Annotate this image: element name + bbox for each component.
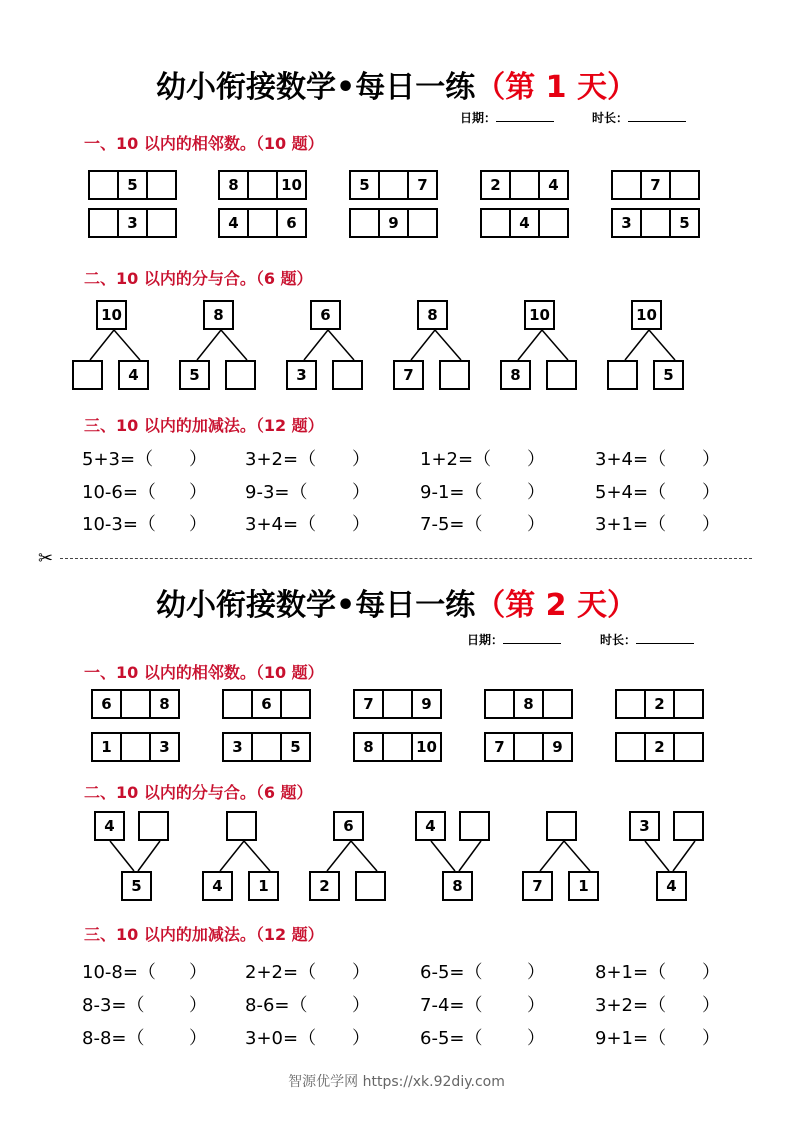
- number-box: 7: [353, 689, 384, 719]
- adjacent-number-group: [611, 170, 700, 200]
- equation[interactable]: [595, 958, 720, 984]
- equation[interactable]: [245, 958, 370, 984]
- number-box: 6: [310, 300, 341, 330]
- close-paren: ）: [527, 482, 545, 503]
- answer-box[interactable]: [542, 689, 573, 719]
- duration-label: 时长：: [592, 111, 629, 125]
- answer-box[interactable]: [439, 360, 470, 390]
- number-bond: [415, 811, 505, 901]
- close-paren: ）: [352, 995, 370, 1016]
- adjacent-number-group: [615, 689, 704, 719]
- close-paren: ）: [527, 514, 545, 535]
- duration-label: 时长：: [600, 633, 637, 647]
- number-box: 8: [500, 360, 531, 390]
- number-box: 10: [96, 300, 127, 330]
- number-box: 8: [417, 300, 448, 330]
- title-day: （第 1 天）: [475, 70, 637, 105]
- adjacent-number-group: [480, 208, 569, 238]
- equation[interactable]: [420, 991, 545, 1017]
- answer-box[interactable]: [378, 170, 409, 200]
- answer-box[interactable]: [251, 732, 282, 762]
- worksheet-title: [0, 580, 793, 624]
- close-paren: ）: [352, 1028, 370, 1049]
- scissor-icon: ✂: [38, 548, 54, 569]
- number-box: 8: [149, 689, 180, 719]
- adjacent-number-group: [222, 732, 311, 762]
- answer-box[interactable]: [138, 811, 169, 841]
- answer-box[interactable]: [407, 208, 438, 238]
- equation[interactable]: [82, 510, 207, 536]
- equation-text: 3+4=（: [595, 449, 667, 470]
- adjacent-number-group: [615, 732, 704, 762]
- equation-text: 7-4=（: [420, 995, 483, 1016]
- close-paren: ）: [189, 995, 207, 1016]
- answer-box[interactable]: [88, 208, 119, 238]
- close-paren: ）: [527, 449, 545, 470]
- number-bond: [629, 811, 719, 901]
- answer-box[interactable]: [669, 170, 700, 200]
- number-box: 3: [117, 208, 148, 238]
- answer-box[interactable]: [225, 360, 256, 390]
- number-box: 7: [484, 732, 515, 762]
- number-box: 2: [644, 732, 675, 762]
- answer-box[interactable]: [673, 811, 704, 841]
- equation-text: 3+2=（: [595, 995, 667, 1016]
- equation[interactable]: [245, 445, 370, 471]
- answer-box[interactable]: [484, 689, 515, 719]
- close-paren: ）: [352, 962, 370, 983]
- answer-box[interactable]: [459, 811, 490, 841]
- equation-text: 10-6=（: [82, 482, 156, 503]
- title-day: （第 2 天）: [475, 588, 637, 623]
- number-box: 5: [121, 871, 152, 901]
- answer-box[interactable]: [146, 170, 177, 200]
- equation[interactable]: [82, 445, 207, 471]
- duration-line[interactable]: [628, 111, 686, 122]
- number-box: 5: [179, 360, 210, 390]
- close-paren: ）: [189, 514, 207, 535]
- number-box: 3: [286, 360, 317, 390]
- number-box: 5: [653, 360, 684, 390]
- answer-box[interactable]: [382, 732, 413, 762]
- answer-box[interactable]: [615, 732, 646, 762]
- adjacent-number-group: [91, 689, 180, 719]
- number-box: 4: [656, 871, 687, 901]
- date-field[interactable]: [460, 109, 554, 126]
- answer-box[interactable]: [546, 360, 577, 390]
- equation[interactable]: [82, 1024, 207, 1050]
- adjacent-number-group: [353, 732, 442, 762]
- adjacent-number-group: [218, 170, 307, 200]
- number-box: 10: [276, 170, 307, 200]
- equation-text: 7-5=（: [420, 514, 483, 535]
- adjacent-number-group: [349, 208, 438, 238]
- number-box: 4: [415, 811, 446, 841]
- close-paren: ）: [189, 449, 207, 470]
- equation[interactable]: [420, 1024, 545, 1050]
- equation-text: 8-8=（: [82, 1028, 145, 1049]
- answer-box[interactable]: [332, 360, 363, 390]
- section-heading: 一、10 以内的相邻数。（10 题）: [84, 663, 324, 682]
- number-box: 4: [118, 360, 149, 390]
- answer-box[interactable]: [280, 689, 311, 719]
- answer-box[interactable]: [120, 732, 151, 762]
- number-box: 6: [276, 208, 307, 238]
- number-bond: [94, 811, 184, 901]
- number-box: 8: [203, 300, 234, 330]
- equation[interactable]: [245, 478, 370, 504]
- equation[interactable]: [245, 1024, 370, 1050]
- answer-box[interactable]: [673, 732, 704, 762]
- section-heading: 三、10 以内的加减法。（12 题）: [84, 925, 324, 944]
- number-bond: [607, 300, 697, 390]
- adjacent-number-group: [218, 208, 307, 238]
- number-box: 2: [480, 170, 511, 200]
- equation-text: 8-6=（: [245, 995, 308, 1016]
- title-main: 幼小衔接数学•每日一练: [156, 70, 476, 105]
- number-box: 3: [611, 208, 642, 238]
- equation-text: 3+0=（: [245, 1028, 317, 1049]
- equation-text: 3+4=（: [245, 514, 317, 535]
- number-box: 9: [411, 689, 442, 719]
- section-heading: 二、10 以内的分与合。（6 题）: [84, 269, 313, 288]
- equation[interactable]: [420, 958, 545, 984]
- close-paren: ）: [189, 962, 207, 983]
- close-paren: ）: [352, 514, 370, 535]
- section-heading: 二、10 以内的分与合。（6 题）: [84, 783, 313, 802]
- date-field[interactable]: [467, 631, 561, 648]
- number-bond: [393, 300, 483, 390]
- section-heading: 三、10 以内的加减法。（12 题）: [84, 416, 324, 435]
- footer: 智源优学网 https://xk.92diy.com: [288, 1074, 505, 1090]
- close-paren: ）: [352, 449, 370, 470]
- number-box: 5: [117, 170, 148, 200]
- equation-text: 5+4=（: [595, 482, 667, 503]
- close-paren: ）: [189, 1028, 207, 1049]
- number-box: 4: [218, 208, 249, 238]
- answer-box[interactable]: [355, 871, 386, 901]
- equation[interactable]: [595, 991, 720, 1017]
- answer-box[interactable]: [611, 170, 642, 200]
- equation[interactable]: [595, 445, 720, 471]
- equation[interactable]: [245, 510, 370, 536]
- answer-box[interactable]: [509, 170, 540, 200]
- equation-text: 5+3=（: [82, 449, 154, 470]
- close-paren: ）: [527, 995, 545, 1016]
- close-paren: ）: [352, 482, 370, 503]
- answer-box[interactable]: [546, 811, 577, 841]
- date-line[interactable]: [503, 633, 561, 644]
- close-paren: ）: [527, 1028, 545, 1049]
- duration-field[interactable]: [600, 631, 694, 648]
- cut-line: [60, 558, 752, 559]
- equation-text: 8-3=（: [82, 995, 145, 1016]
- number-box: 10: [524, 300, 555, 330]
- number-bond: [286, 300, 376, 390]
- equation[interactable]: [420, 445, 545, 471]
- adjacent-number-group: [353, 689, 442, 719]
- close-paren: ）: [527, 962, 545, 983]
- number-box: 1: [568, 871, 599, 901]
- adjacent-number-group: [349, 170, 438, 200]
- equation[interactable]: [82, 991, 207, 1017]
- equation[interactable]: [82, 958, 207, 984]
- equation[interactable]: [82, 478, 207, 504]
- equation[interactable]: [595, 510, 720, 536]
- answer-box[interactable]: [247, 170, 278, 200]
- date-label: 日期：: [460, 111, 497, 125]
- answer-box[interactable]: [513, 732, 544, 762]
- equation[interactable]: [420, 510, 545, 536]
- number-box: 4: [509, 208, 540, 238]
- equation[interactable]: [595, 1024, 720, 1050]
- adjacent-number-group: [480, 170, 569, 200]
- number-bond: [202, 811, 292, 901]
- equation-text: 9-3=（: [245, 482, 308, 503]
- equation-text: 6-5=（: [420, 1028, 483, 1049]
- equation-text: 3+2=（: [245, 449, 317, 470]
- answer-box[interactable]: [615, 689, 646, 719]
- answer-box[interactable]: [480, 208, 511, 238]
- close-paren: ）: [702, 514, 720, 535]
- answer-box[interactable]: [120, 689, 151, 719]
- close-paren: ）: [189, 482, 207, 503]
- number-box: 9: [378, 208, 409, 238]
- adjacent-number-group: [88, 208, 177, 238]
- number-box: 7: [407, 170, 438, 200]
- date-line[interactable]: [496, 111, 554, 122]
- number-box: 9: [542, 732, 573, 762]
- equation-text: 8+1=（: [595, 962, 667, 983]
- number-bond: [179, 300, 269, 390]
- number-bond: [522, 811, 612, 901]
- equation-text: 2+2=（: [245, 962, 317, 983]
- answer-box[interactable]: [382, 689, 413, 719]
- equation-text: 10-3=（: [82, 514, 156, 535]
- equation[interactable]: [595, 478, 720, 504]
- answer-box[interactable]: [673, 689, 704, 719]
- equation-text: 6-5=（: [420, 962, 483, 983]
- number-box: 10: [631, 300, 662, 330]
- number-box: 6: [333, 811, 364, 841]
- number-box: 2: [309, 871, 340, 901]
- answer-box[interactable]: [226, 811, 257, 841]
- duration-field[interactable]: [592, 109, 686, 126]
- number-box: 3: [149, 732, 180, 762]
- answer-box[interactable]: [607, 360, 638, 390]
- number-box: 8: [442, 871, 473, 901]
- adjacent-number-group: [222, 689, 311, 719]
- number-box: 7: [522, 871, 553, 901]
- equation-text: 3+1=（: [595, 514, 667, 535]
- adjacent-number-group: [611, 208, 700, 238]
- equation[interactable]: [420, 478, 545, 504]
- answer-box[interactable]: [72, 360, 103, 390]
- number-box: 6: [251, 689, 282, 719]
- number-bond: [309, 811, 399, 901]
- answer-box[interactable]: [146, 208, 177, 238]
- number-box: 4: [538, 170, 569, 200]
- number-box: 5: [280, 732, 311, 762]
- close-paren: ）: [702, 449, 720, 470]
- section-heading: 一、10 以内的相邻数。（10 题）: [84, 134, 324, 153]
- date-label: 日期：: [467, 633, 504, 647]
- answer-box[interactable]: [538, 208, 569, 238]
- worksheet-title: [0, 62, 793, 106]
- number-box: 8: [513, 689, 544, 719]
- adjacent-number-group: [484, 689, 573, 719]
- number-box: 2: [644, 689, 675, 719]
- equation[interactable]: [245, 991, 370, 1017]
- answer-box[interactable]: [222, 689, 253, 719]
- answer-box[interactable]: [640, 208, 671, 238]
- equation-text: 1+2=（: [420, 449, 492, 470]
- answer-box[interactable]: [247, 208, 278, 238]
- duration-line[interactable]: [636, 633, 694, 644]
- number-box: 7: [393, 360, 424, 390]
- answer-box[interactable]: [88, 170, 119, 200]
- equation-text: 9+1=（: [595, 1028, 667, 1049]
- adjacent-number-group: [484, 732, 573, 762]
- answer-box[interactable]: [349, 208, 380, 238]
- title-main: 幼小衔接数学•每日一练: [156, 588, 476, 623]
- number-box: 4: [94, 811, 125, 841]
- close-paren: ）: [702, 1028, 720, 1049]
- number-bond: [500, 300, 590, 390]
- number-box: 3: [222, 732, 253, 762]
- number-box: 4: [202, 871, 233, 901]
- close-paren: ）: [702, 995, 720, 1016]
- adjacent-number-group: [91, 732, 180, 762]
- equation-text: 9-1=（: [420, 482, 483, 503]
- number-box: 8: [353, 732, 384, 762]
- number-box: 1: [91, 732, 122, 762]
- close-paren: ）: [702, 962, 720, 983]
- number-box: 7: [640, 170, 671, 200]
- number-box: 3: [629, 811, 660, 841]
- number-box: 10: [411, 732, 442, 762]
- close-paren: ）: [702, 482, 720, 503]
- number-box: 8: [218, 170, 249, 200]
- number-box: 5: [349, 170, 380, 200]
- number-box: 1: [248, 871, 279, 901]
- number-bond: [72, 300, 162, 390]
- adjacent-number-group: [88, 170, 177, 200]
- equation-text: 10-8=（: [82, 962, 156, 983]
- number-box: 5: [669, 208, 700, 238]
- number-box: 6: [91, 689, 122, 719]
